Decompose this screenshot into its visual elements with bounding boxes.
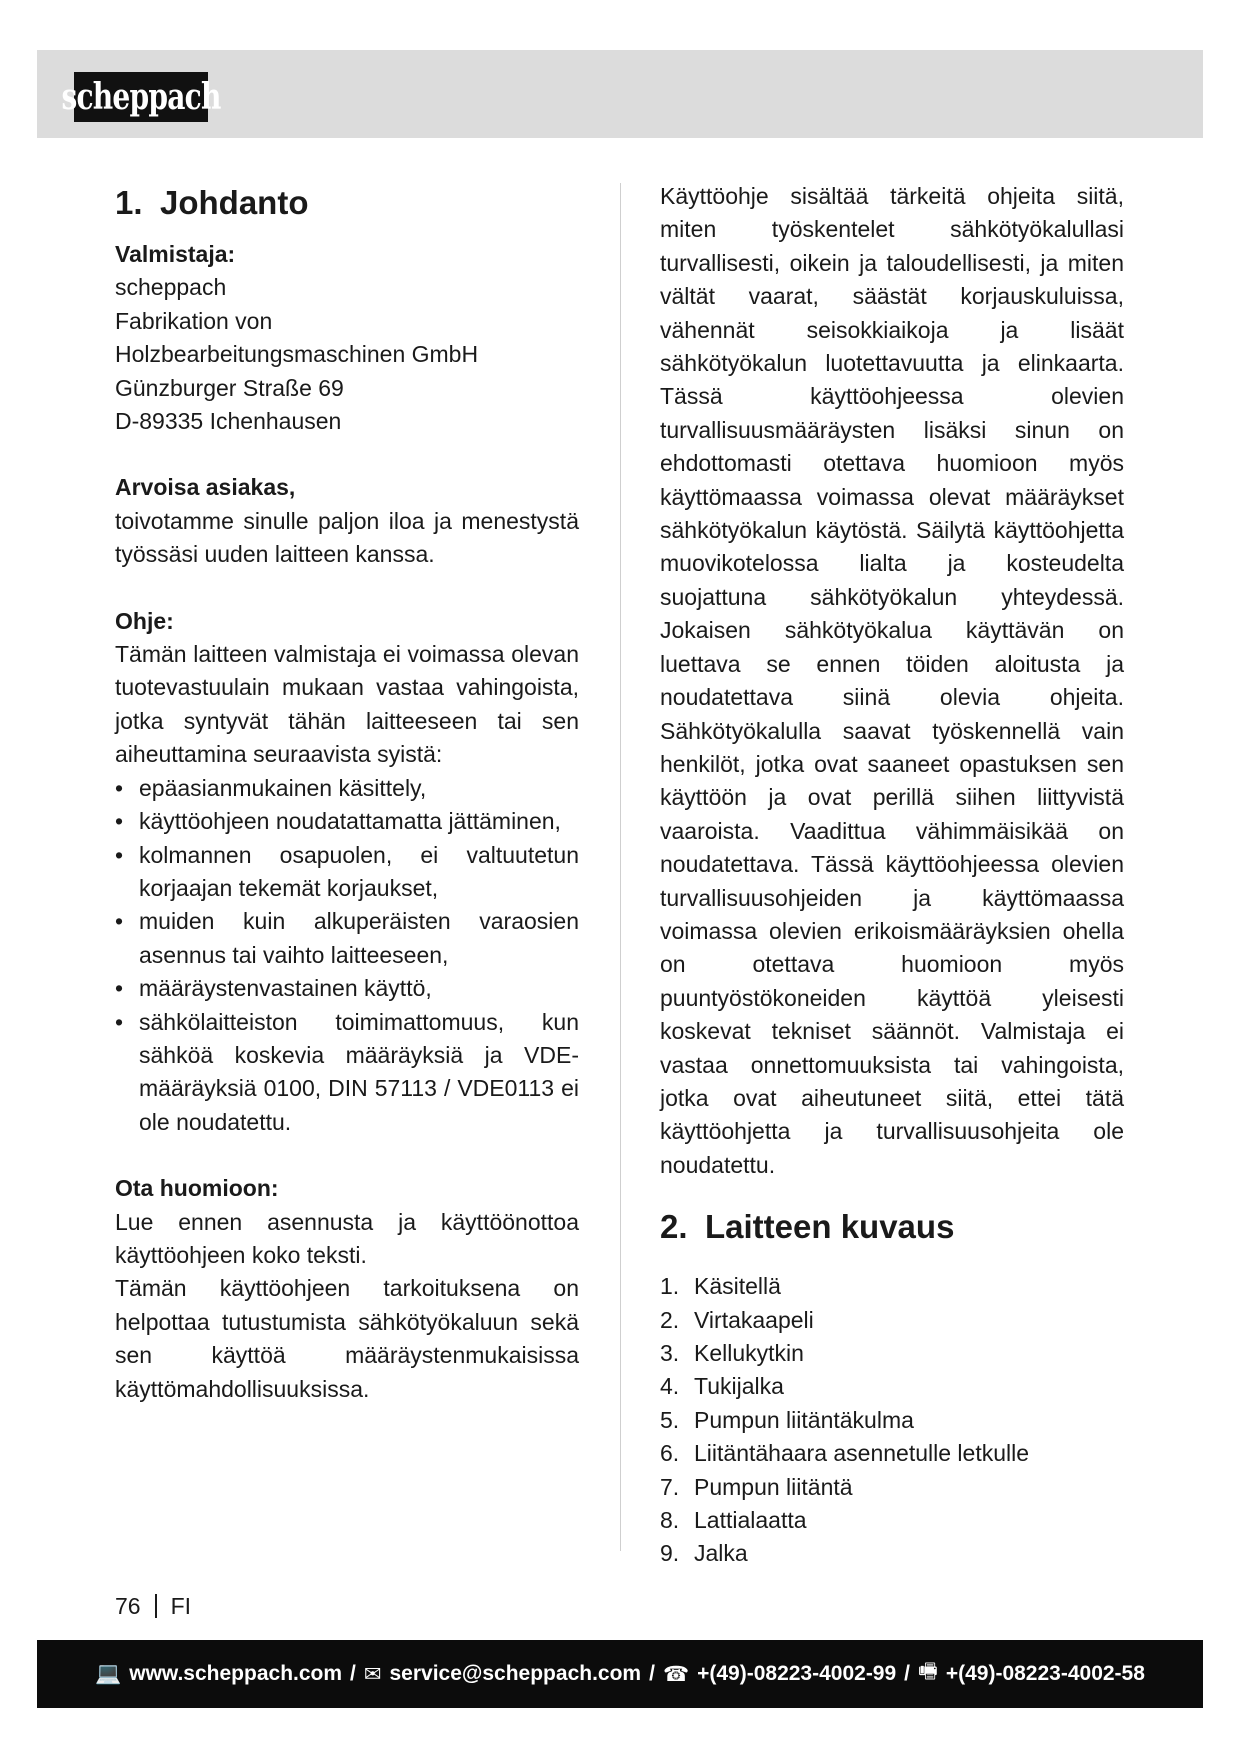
list-item: • sähkölaitteiston toimimattomuus, kun sähköä koskevia määräyksiä ja VDE-määräyksiä 0100, DIN 57113 / VDE0113 ei ole noudatettu.: [115, 1006, 579, 1140]
list-item: • epäasianmukainen käsittely,: [115, 772, 579, 805]
list-item: • muiden kuin alkuperäisten varaosien asennus tai vaihto laitteeseen,: [115, 905, 579, 972]
part-label: Pumpun liitäntäkulma: [694, 1406, 914, 1433]
greeting-label: Arvoisa asiakas,: [115, 474, 296, 501]
manufacturer-label: Valmistaja:: [115, 241, 236, 267]
part-number: 7.: [660, 1473, 680, 1500]
list-item: [660, 1370, 1124, 1403]
header-band: [37, 50, 1203, 138]
section-1-heading: [115, 180, 579, 226]
part-number: 6.: [660, 1440, 680, 1467]
attention-text: Lue ennen asennusta ja käyttöönottoa käyttöohjeen koko teksti.: [115, 1208, 579, 1268]
page-separator: [155, 1594, 157, 1618]
section-2-number: 2.: [660, 1208, 688, 1246]
footer-phone: +(49)-08223-4002-99: [697, 1662, 897, 1685]
part-label: Liitäntähaara asennetulle letkulle: [694, 1440, 1030, 1467]
list-item: [660, 1337, 1124, 1370]
computer-icon: 💻: [95, 1662, 122, 1685]
phone-icon: ☎: [662, 1662, 690, 1686]
contact-footer: [37, 1640, 1203, 1708]
attention-text: Tämän käyttöohjeen tarkoituksena on helpottaa tutustumista sähkötyökaluun sekä sen käyttöä määräystenmukaisissa käyttömahdollisuuksissa.: [115, 1275, 579, 1402]
footer-separator: /: [904, 1662, 911, 1685]
page-language: FI: [170, 1593, 192, 1619]
address-line: Holzbearbeitungsmaschinen GmbH: [115, 341, 479, 368]
footer-separator: /: [350, 1662, 356, 1685]
address-line: Günzburger Straße 69: [115, 374, 344, 401]
part-number: 9.: [660, 1540, 680, 1567]
footer-separator: /: [649, 1662, 655, 1685]
part-label: Pumpun liitäntä: [694, 1473, 853, 1500]
part-number: 3.: [660, 1340, 680, 1366]
section-1-title: Johdanto: [160, 184, 309, 221]
page-number-block: [115, 1591, 191, 1621]
note-list: [115, 772, 579, 1139]
part-label: Kellukytkin: [694, 1340, 804, 1366]
footer-fax: +(49)-08223-4002-58: [945, 1662, 1145, 1685]
section-2-title: Laitteen kuvaus: [705, 1208, 955, 1246]
address-line: Fabrikation von: [115, 307, 273, 334]
manufacturer-address: [115, 271, 579, 438]
section-1-number: 1.: [115, 184, 143, 221]
parts-list: [660, 1270, 1124, 1571]
scheppach-logo: [61, 72, 221, 122]
list-item: [660, 1504, 1124, 1537]
part-label: Lattialaatta: [694, 1507, 807, 1534]
part-number: 2.: [660, 1306, 680, 1333]
list-item: • määräystenvastainen käyttö,: [115, 972, 579, 1005]
part-number: 4.: [660, 1373, 680, 1400]
manual-paragraph: Käyttöohje sisältää tärkeitä ohjeita siitä, miten työskentelet sähkötyökalullasi turvallisesti, oikein ja taloudellisesti, ja miten vältät vaarat, säästät korjauskuluissa, vähennät seisokkiaikoja ja lisäät sähkötyökalun luotettavuutta ja elinkaarta. Tässä käyttöohjeessa olevien turvallisuusmääräysten lisäksi sinun on ehdottomasti otettava huomioon myös käyttömaassa voimassa olevat määräykset sähkötyökalun käytöstä. Säilytä käyttöohjetta muovikotelossa lialta ja kosteudelta suojattuna sähkötyökalun yhteydessä. Jokaisen sähkötyökalua käyttävän on luettava se ennen töiden aloitusta ja noudatettava siinä olevia ohjeita. Sähkötyökalulla saavat työskennellä vain henkilöt, jotka ovat saaneet opastuksen sen käyttöön ja ovat perillä siihen liittyvistä vaaroista. Vaadittua vähimmäisikää on noudatettava. Tässä käyttöohjeessa olevien turvallisuusohjeiden ja käyttömaassa voimassa olevien erikoismääräyksien ohella on otettava huomioon myös puuntyöstökoneiden käyttöä yleisesti koskevat tekniset säännöt. Valmistaja ei vastaa onnettomuuksista tai vahingoista, jotka ovat aiheutuneet siitä, ettei tätä käyttöohjetta ja turvallisuusohjeita ole noudatettu.: [660, 183, 1124, 1178]
footer-email[interactable]: service@scheppach.com: [389, 1662, 642, 1685]
address-line: D-89335 Ichenhausen: [115, 408, 342, 435]
part-number: 8.: [660, 1507, 680, 1534]
footer-website[interactable]: www.scheppach.com: [129, 1662, 343, 1685]
part-label: Virtakaapeli: [694, 1306, 814, 1333]
fax-icon: 🖷: [918, 1659, 938, 1683]
left-column: [115, 180, 579, 1406]
list-item: [660, 1471, 1124, 1504]
column-divider: [620, 183, 621, 1551]
part-label: Jalka: [694, 1540, 748, 1567]
list-item: [660, 1437, 1124, 1470]
list-item: • käyttöohjeen noudatattamatta jättäminen,: [115, 805, 579, 838]
list-item: [660, 1270, 1124, 1303]
page-number: 76: [115, 1593, 141, 1619]
right-column: [660, 180, 1124, 1571]
part-number: 5.: [660, 1406, 680, 1433]
greeting-text: toivotamme sinulle paljon iloa ja menestystä työssäsi uuden laitteen kanssa.: [115, 507, 579, 568]
list-item: [660, 1404, 1124, 1437]
list-item: [660, 1304, 1124, 1337]
mail-icon: ✉: [363, 1662, 382, 1686]
note-intro: Tämän laitteen valmistaja ei voimassa olevan tuotevastuulain mukaan vastaa vahingoista, jotka syntyvät tähän laitteeseen tai sen aiheuttamina seuraavista syistä:: [115, 641, 579, 768]
list-item: [660, 1537, 1124, 1570]
logo-text: scheppach: [61, 76, 221, 118]
section-2-heading: [660, 1204, 1124, 1250]
address-line: scheppach: [115, 274, 227, 301]
part-label: Tukijalka: [694, 1373, 784, 1400]
part-number: 1.: [660, 1273, 680, 1300]
attention-label: Ota huomioon:: [115, 1175, 279, 1202]
list-item: • kolmannen osapuolen, ei valtuutetun korjaajan tekemät korjaukset,: [115, 839, 579, 906]
part-label: Käsitellä: [694, 1273, 781, 1300]
note-label: Ohje:: [115, 607, 174, 634]
